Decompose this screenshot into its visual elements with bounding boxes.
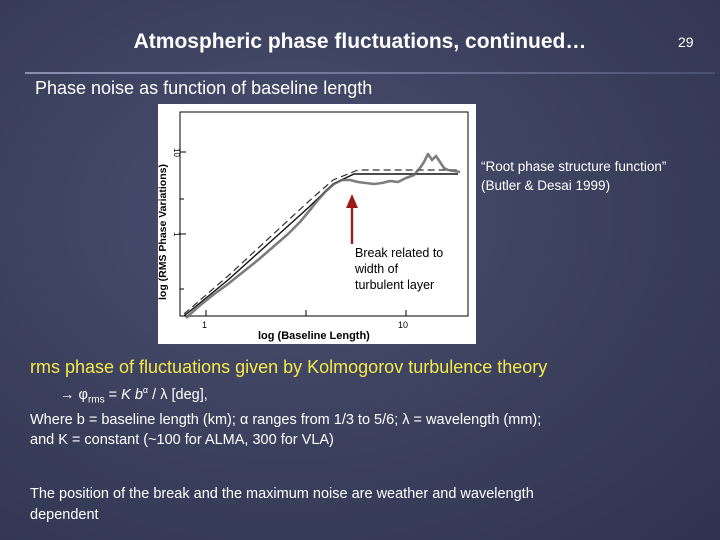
section-heading: rms phase of fluctuations given by Kolmogorov turbulence theory — [30, 357, 548, 377]
rms-subscript: rms — [87, 394, 105, 406]
x-axis-label: log (Baseline Length) — [258, 330, 370, 342]
citation-line-2: (Butler & Desai 1999) — [481, 178, 611, 193]
conclusion-paragraph — [30, 484, 720, 526]
slide-subtitle: Phase noise as function of baseline length — [35, 78, 373, 98]
conclusion-line-1: The position of the break and the maximum noise are weather and wavelength — [30, 486, 534, 502]
break-annotation-line: width of — [355, 262, 399, 276]
definitions-paragraph — [30, 410, 720, 450]
kolmogorov-formula — [60, 385, 208, 406]
y-axis-label: log (RMS Phase Variations) — [157, 164, 169, 300]
tick-label-y-10: 10 — [172, 148, 181, 157]
phi-symbol: φ — [78, 386, 88, 403]
definitions-line-2: and K = constant (~100 for ALMA, 300 for VLA) — [30, 432, 334, 448]
constant-k: K — [121, 386, 131, 403]
definitions-line-1: Where b = baseline length (km); α ranges from 1/3 to 5/6; λ = wavelength (mm); — [30, 412, 542, 428]
equals-sign: = — [104, 386, 122, 403]
tick-label-y-1: 1 — [172, 232, 181, 237]
tick-label-x-1: 1 — [202, 320, 208, 330]
break-annotation-line: Break related to — [355, 246, 444, 260]
title-divider — [25, 72, 715, 74]
arrow-symbol: → — [60, 386, 75, 403]
slide-title: Atmospheric phase fluctuations, continued… — [133, 30, 587, 53]
citation-note — [481, 157, 666, 195]
baseline-b: b — [130, 386, 143, 403]
break-annotation — [355, 245, 465, 293]
formula-tail: / λ [deg], — [148, 386, 208, 403]
measured-data-curve — [186, 154, 460, 318]
citation-line-1: “Root phase structure function” — [481, 159, 667, 174]
phase-structure-plot — [158, 104, 476, 344]
slide-number: 29 — [678, 34, 694, 50]
phase-structure-figure — [158, 104, 476, 344]
alpha-exponent: α — [142, 385, 149, 395]
break-annotation-line: turbulent layer — [355, 278, 435, 292]
conclusion-line-2: dependent — [30, 507, 99, 523]
break-arrow — [346, 194, 358, 244]
tick-label-x-10: 10 — [398, 320, 409, 330]
